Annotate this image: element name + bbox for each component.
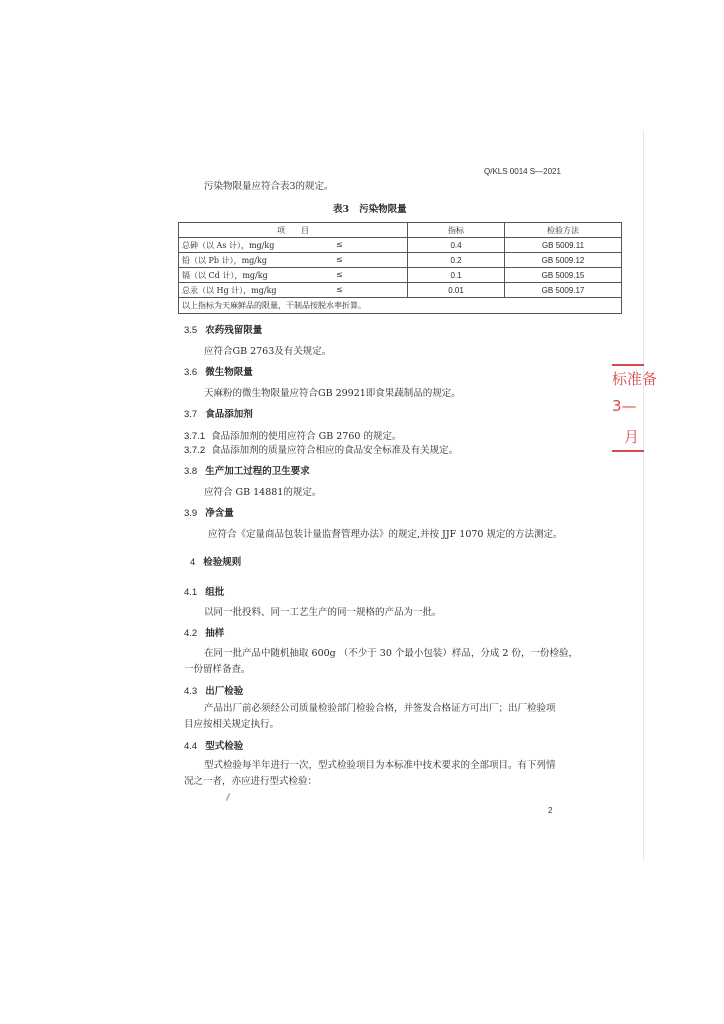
section-3-7-2-text: 食品添加剂的质量应符合相应的食品安全标准及有关规定。 [211, 445, 459, 456]
section-4-4-body-line1: 型式检验每半年进行一次，型式检验项目为本标准中技术要求的全部项目。有下列情 [204, 760, 556, 771]
table-caption [333, 201, 407, 215]
section-3-5-body: 应符合GB 2763及有关规定。 [204, 346, 332, 357]
header-method: 检验方法 [505, 223, 622, 238]
row-operator: ≤ [336, 240, 343, 249]
section-3-5-heading: 3.5 农药残留限量 [184, 325, 263, 336]
row-operator: ≤ [336, 255, 343, 264]
row-method: GB 5009.12 [505, 253, 622, 268]
table-caption-title: 污染物限量 [359, 204, 407, 215]
stamp-text-line1: 标准备 [612, 370, 658, 388]
row-name: 总汞（以 Hg 计），mg/kg [182, 285, 277, 295]
section-4-4-heading: 4.4 型式检验 [184, 741, 244, 752]
row-name: 总砷（以 As 计），mg/kg [182, 240, 275, 250]
section-3-9-title: 净含量 [205, 508, 234, 519]
stamp-text-line2: 3— [612, 397, 637, 415]
section-3-5-title: 农药残留限量 [205, 325, 263, 336]
row-name-cell [179, 253, 408, 268]
row-value: 0.01 [408, 283, 505, 298]
table-caption-number: 表3 [333, 204, 350, 215]
header-index: 指标 [408, 223, 505, 238]
section-4-1-body: 以同一批投料、同一工艺生产的同一规格的产品为一批。 [204, 607, 442, 618]
red-seal-stamp [612, 364, 658, 452]
header-item: 项 目 [179, 223, 408, 238]
row-operator: ≤ [336, 285, 343, 294]
section-3-7-2-num: 3.7.2 [184, 445, 206, 456]
section-3-8-body: 应符合 GB 14881的规定。 [204, 487, 322, 498]
section-4-3-title: 出厂检验 [205, 686, 244, 697]
contaminant-limits-table [178, 222, 622, 314]
stamp-text-line3: 月 [624, 428, 640, 446]
table-row [179, 253, 622, 268]
section-3-7-2 [184, 445, 458, 457]
section-4-2-body-line1: 在同一批产品中随机抽取 600g （不少于 30 个最小包装）样品，分成 2 份，一份检验， [204, 648, 578, 659]
section-4-3-body-line1: 产品出厂前必须经公司质量检验部门检验合格，并签发合格证方可出厂；出厂检验项 [204, 703, 556, 714]
section-4-1-title: 组批 [205, 587, 225, 598]
table-row [179, 283, 622, 298]
section-3-8-title: 生产加工过程的卫生要求 [205, 466, 310, 477]
row-value: 0.1 [408, 268, 505, 283]
section-4-3-body-line2: 目应按相关规定执行。 [184, 719, 280, 730]
section-4-4-title: 型式检验 [205, 741, 244, 752]
section-3-7-heading: 3.7 食品添加剂 [184, 409, 253, 420]
section-4-heading: 4 检验规则 [190, 557, 242, 568]
section-3-9-heading: 3.9 净含量 [184, 508, 234, 519]
section-3-8-heading: 3.8 生产加工过程的卫生要求 [184, 466, 310, 477]
intro-line: 污染物限量应符合表3的规定。 [204, 181, 334, 192]
section-3-7-1-text: 食品添加剂的使用应符合 GB 2760 的规定。 [211, 431, 402, 442]
row-name: 镉（以 Cd 计），mg/kg [182, 270, 268, 280]
scan-speck [225, 793, 230, 801]
section-4-1-heading: 4.1 组批 [184, 587, 225, 598]
row-name-cell [179, 238, 408, 253]
document-code: Q/KLS 0014 S—2021 [484, 167, 561, 176]
row-name-cell [179, 283, 408, 298]
section-3-7-title: 食品添加剂 [205, 409, 253, 420]
section-3-6-title: 微生物限量 [205, 367, 253, 378]
row-method: GB 5009.17 [505, 283, 622, 298]
stamp-bottom-border [612, 450, 644, 452]
row-operator: ≤ [336, 270, 343, 279]
table-note-row [179, 298, 622, 314]
section-4-4-body-line2: 况之一者，亦应进行型式检验： [184, 776, 318, 787]
section-3-9-body: 应符合《定量商品包装计量监督管理办法》的规定,并按 JJF 1070 规定的方法测定。 [208, 529, 563, 540]
table-note: 以上指标为天麻鲜品的限量，干制品按脱水率折算。 [179, 298, 622, 314]
section-3-6-body: 天麻粉的微生物限量应符合GB 29921即食果蔬制品的规定。 [204, 388, 461, 399]
table-header-row [179, 223, 622, 238]
row-value: 0.2 [408, 253, 505, 268]
row-value: 0.4 [408, 238, 505, 253]
stamp-top-border [612, 364, 644, 366]
section-3-7-1-num: 3.7.1 [184, 431, 206, 442]
row-name-cell [179, 268, 408, 283]
section-4-2-body-line2: 一份留样备查。 [184, 664, 251, 675]
section-3-6-heading: 3.6 微生物限量 [184, 367, 253, 378]
section-4-title: 检验规则 [203, 557, 242, 568]
section-4-2-title: 抽样 [205, 628, 225, 639]
scan-edge-line [643, 130, 644, 860]
row-method: GB 5009.11 [505, 238, 622, 253]
table-row [179, 238, 622, 253]
section-3-7-1 [184, 431, 401, 443]
row-method: GB 5009.15 [505, 268, 622, 283]
table-row [179, 268, 622, 283]
section-4-3-heading: 4.3 出厂检验 [184, 686, 244, 697]
section-4-2-heading: 4.2 抽样 [184, 628, 225, 639]
page-number: 2 [548, 806, 553, 815]
row-name: 铅（以 Pb 计），mg/kg [182, 255, 267, 265]
